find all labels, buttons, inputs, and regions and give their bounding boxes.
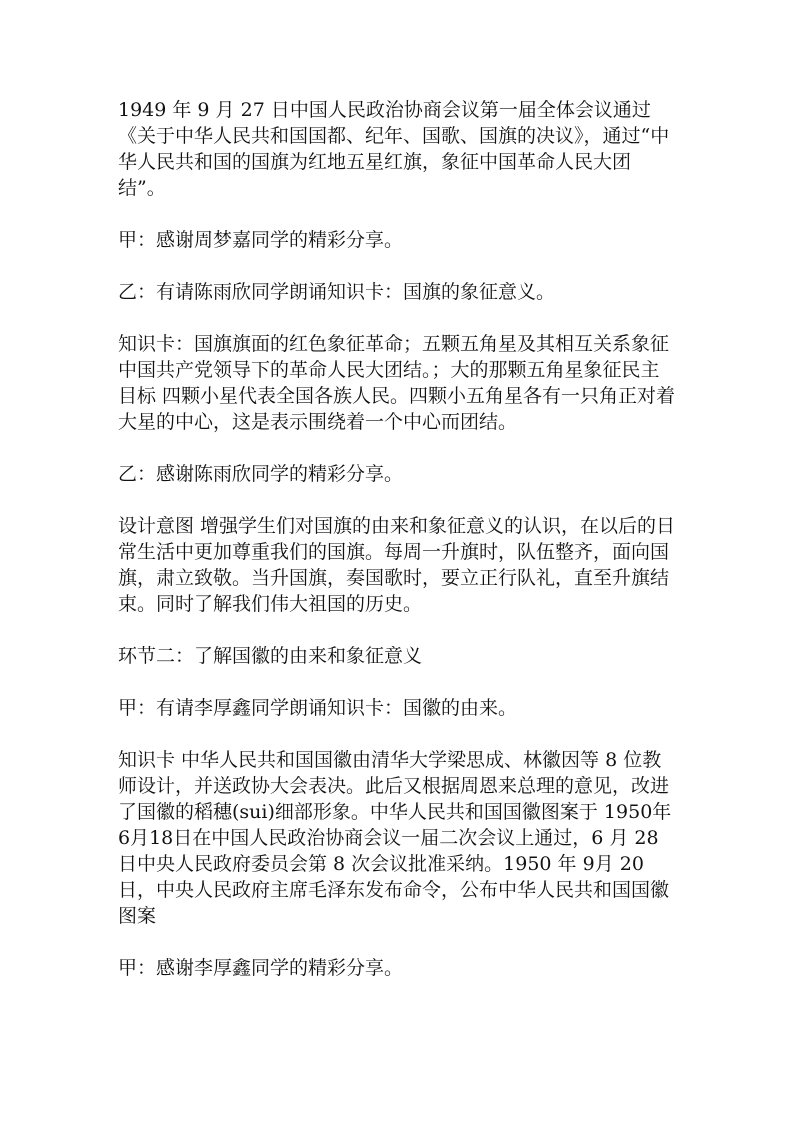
paragraph-thanks-li: 甲：感谢李厚鑫同学的精彩分享。 (118, 957, 404, 979)
paragraph-design-intent: 设计意图 增强学生们对国旗的由来和象征意义的认识，在以后的日常生活中更加尊重我们的国旗。每周一升旗时，队伍整齐，面向国旗，肃立致敬。当升国旗，奏国歌时，要立正行队礼，直至升旗结束。同时了解我们伟大祖国的历史。 (118, 515, 676, 615)
document-page (118, 97, 678, 1007)
paragraph-section-two-heading: 环节二：了解国徽的由来和象征意义 (118, 645, 423, 667)
paragraph-thanks-zhou: 甲：感谢周梦嘉同学的精彩分享。 (118, 229, 404, 251)
paragraph-invite-li: 甲：有请李厚鑫同学朗诵知识卡：国徽的由来。 (118, 697, 518, 719)
paragraph-flag-resolution: 1949 年 9 月 27 日中国人民政治协商会议第一届全体会议通过《关于中华人民共和国国都、纪年、国歌、国旗的决议》，通过“中华人民共和国的国旗为红地五星红旗，象征中国革命人民大团结”。 (118, 99, 670, 199)
paragraph-thanks-chen: 乙：感谢陈雨欣同学的精彩分享。 (118, 463, 404, 485)
paragraph-emblem-knowledge-card: 知识卡 中华人民共和国国徽由清华大学梁思成、林徽因等 8 位教师设计，并送政协大会表决。此后又根据周恩来总理的意见，改进了国徽的稻穗(sui)细部形象。中华人民共和国国徽图案于 1950年6月18日在中国人民政治协商会议一届二次会议上通过，6 月 28 日中央人民政府委员会第 8 次会议批准采纳。1950 年 9月 20 日，中央人民政府主席毛泽东发布命令，公布中华人民共和国国徽图案 (118, 749, 672, 927)
paragraph-flag-knowledge-card: 知识卡：国旗旗面的红色象征革命；五颗五角星及其相互关系象征中国共产党领导下的革命人民大团结。；大的那颗五角星象征民主目标 四颗小星代表全国各族人民。四颗小五角星各有一只角正对着大星的中心，这是表示围绕着一个中心而团结。 (118, 333, 676, 433)
paragraph-invite-chen: 乙：有请陈雨欣同学朗诵知识卡：国旗的象征意义。 (118, 281, 556, 303)
